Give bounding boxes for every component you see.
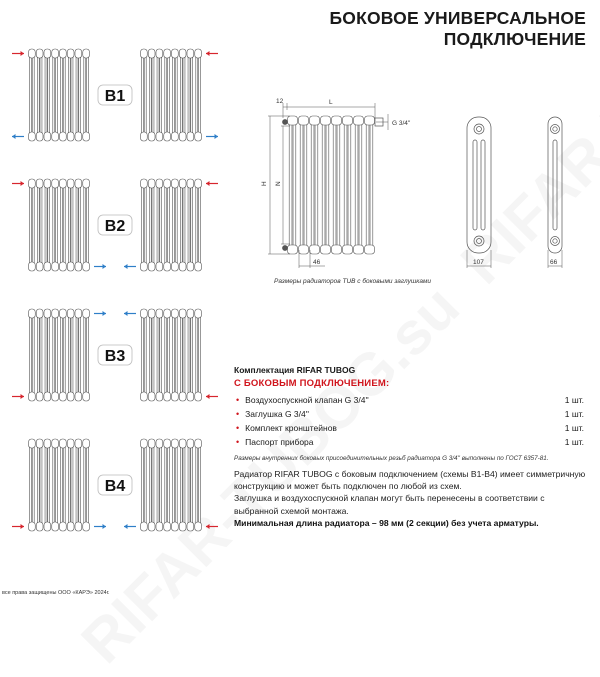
kit-item-name: Воздухоспускной клапан G 3/4'' [245,395,369,405]
scheme-label-text: B4 [104,478,126,495]
scheme-b3 [12,309,218,401]
kit-subheading: С БОКОВЫМ ПОДКЛЮЧЕНИЕМ: [234,378,390,389]
side-view-107 [467,117,491,253]
kit-item-qty: 1 шт. [564,423,584,433]
scheme-label [98,475,132,495]
title-line-2: ПОДКЛЮЧЕНИЕ [443,29,586,49]
kit-list [234,393,584,449]
description-p3: Минимальная длина радиатора – 98 мм (2 секции) без учета арматуры. [234,517,539,528]
radiator [29,439,90,531]
kit-item [234,435,584,449]
dim-46-label: 46 [313,259,321,266]
copyright: все права защищены ООО «КАРЭ» 2024г. [2,590,110,596]
supply-arrow-icon [206,524,218,529]
kit-item [234,421,584,435]
dim-l-label: L [329,99,333,106]
kit-item-name: Заглушка G 3/4'' [245,409,309,419]
dim-66-label: 66 [550,259,558,266]
radiator [288,116,375,254]
bullet-icon: • [236,423,240,433]
description-p1: Радиатор RIFAR TUBOG с боковым подключением (схемы B1-B4) имеет симметричную конструкцию и может быть подключен по любой из схем. [234,469,586,492]
return-arrow-icon [124,524,136,529]
dim-107-label: 107 [473,259,484,266]
dim-h-label: H [261,181,268,186]
bullet-icon: • [236,409,240,419]
supply-arrow-icon [12,394,24,399]
drawing-caption: Размеры радиаторов TUB с боковыми заглушками [274,278,432,285]
kit-item-name: Комплект кронштейнов [245,423,337,433]
dimension-drawing [0,0,600,300]
kit-item [234,407,584,421]
bullet-icon: • [236,395,240,405]
return-arrow-icon [124,311,136,316]
kit-item-qty: 1 шт. [564,395,584,405]
description [234,468,586,529]
description-p2: Заглушка и воздухоспускной клапан могут быть перенесены в соответствии с выбранной схемой монтажа. [234,493,545,516]
scheme-label-text: B2 [104,218,126,235]
kit-item-qty: 1 шт. [564,409,584,419]
kit-heading: Комплектация RIFAR TUBOG [234,365,356,375]
bullet-icon: • [236,437,240,447]
side-view-66 [548,117,562,253]
supply-arrow-icon [206,394,218,399]
supply-arrow-icon [12,524,24,529]
dim-thread-label: G 3/4'' [392,120,411,127]
dim-12-label: 12 [276,98,284,105]
scheme-label-text: B3 [104,348,126,365]
radiator [141,439,202,531]
kit-item-name: Паспорт прибора [245,437,314,447]
scheme-label-text: B1 [104,88,126,105]
return-arrow-icon [94,524,106,529]
kit-section [234,365,584,462]
scheme-label [98,345,132,365]
front-view [283,116,384,254]
scheme-b4 [12,439,218,531]
radiator [29,309,90,401]
kit-note: Размеры внутренних боковых присоединительных резьб радиатора G 3/4'' выполнены по ГОСТ 6357-81. [234,455,549,462]
title-line-1: БОКОВОЕ УНИВЕРСАЛЬНОЕ [329,8,586,28]
radiator [141,309,202,401]
kit-item-qty: 1 шт. [564,437,584,447]
dim-n-label: N [275,181,282,186]
kit-item [234,393,584,407]
return-arrow-icon [94,311,106,316]
